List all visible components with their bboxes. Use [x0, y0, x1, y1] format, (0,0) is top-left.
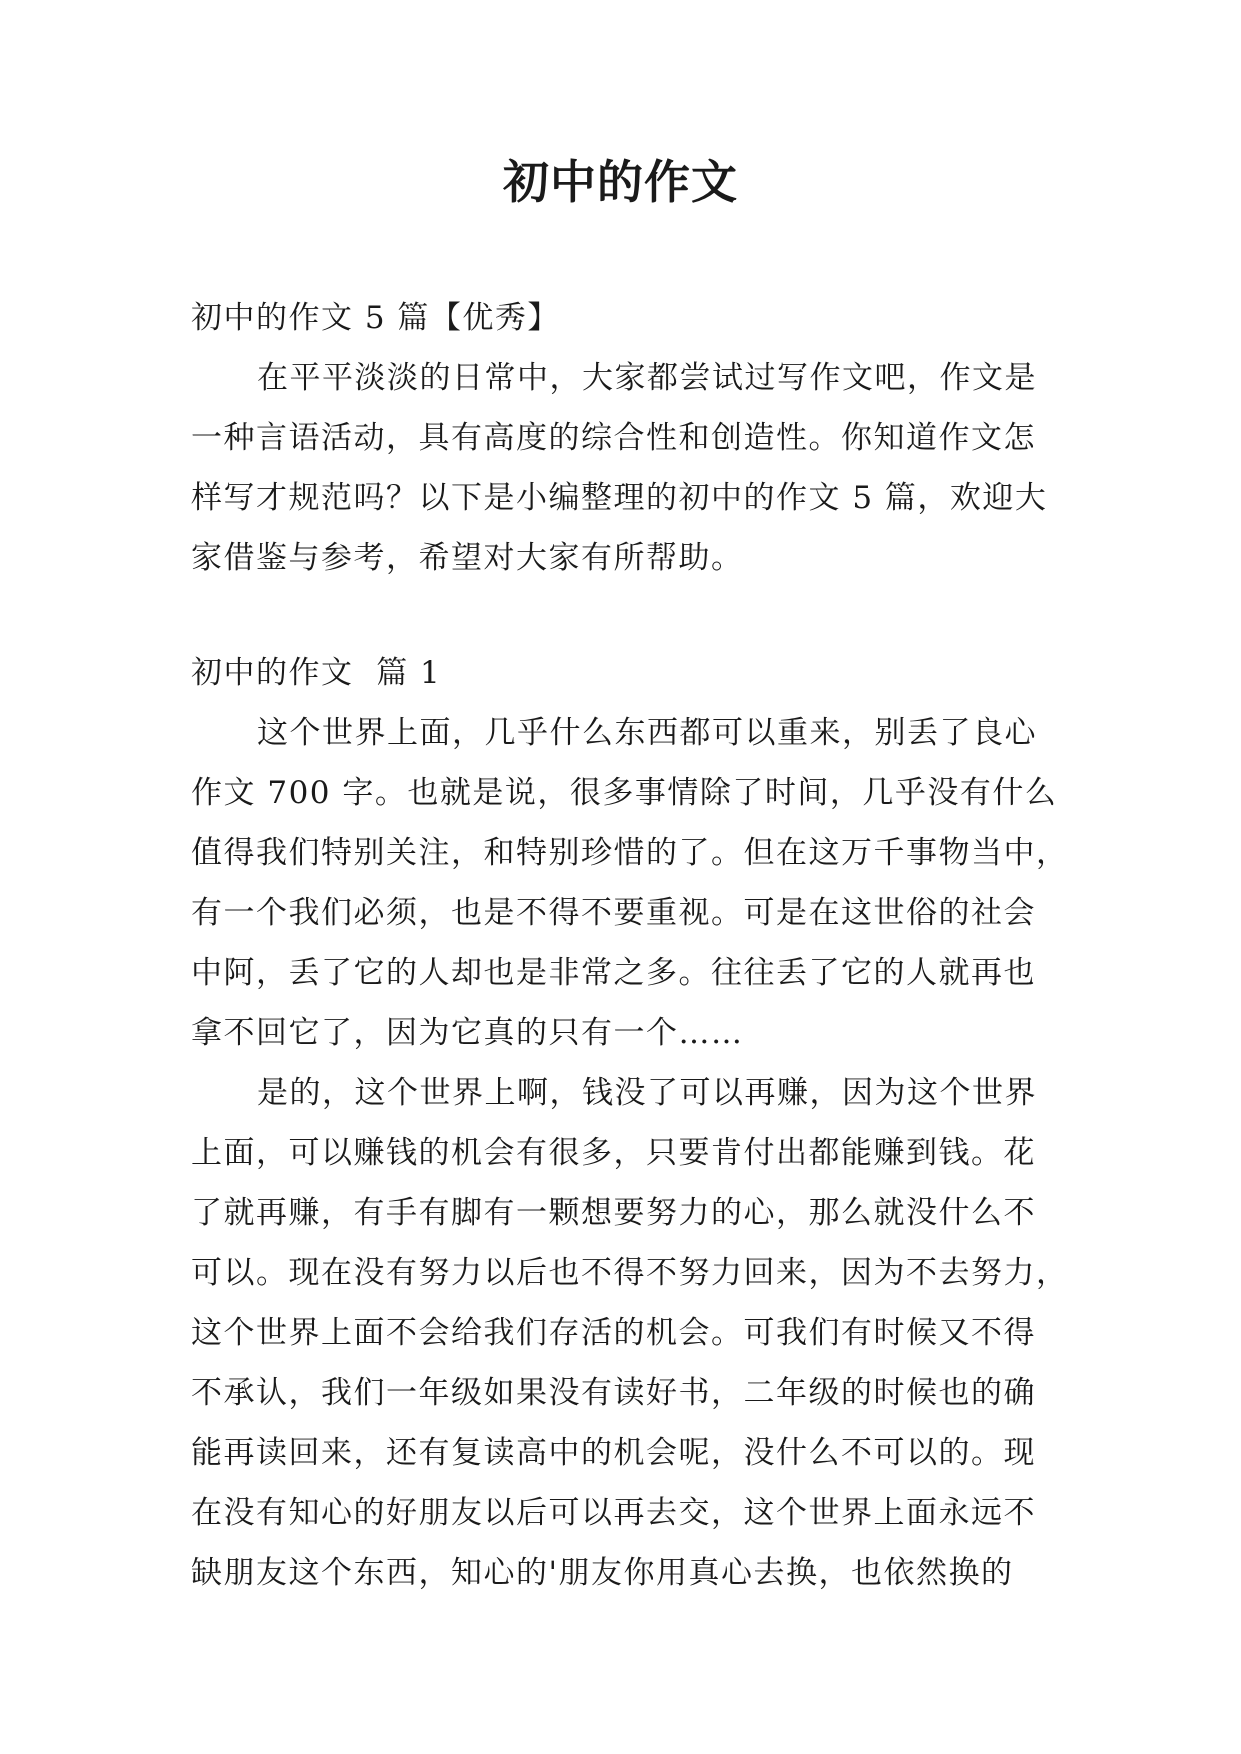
subtitle: 初中的作文 5 篇【优秀】	[191, 300, 560, 336]
text-line: 不承认，我们一年级如果没有读好书，二年级的时候也的确	[191, 1375, 1036, 1411]
text-line: 了就再赚，有手有脚有一颗想要努力的心，那么就没什么不	[191, 1195, 1036, 1231]
text-line: 这个世界上面，几乎什么东西都可以重来，别丢了良心	[257, 715, 1037, 751]
text-line: 拿不回它了，因为它真的只有一个……	[191, 1015, 744, 1051]
text-line: 可以。现在没有努力以后也不得不努力回来，因为不去努力，	[191, 1255, 1069, 1291]
text-line: 能再读回来，还有复读高中的机会呢，没什么不可以的。现	[191, 1435, 1036, 1471]
text-line: 作文 700 字。也就是说，很多事情除了时间，几乎没有什么	[191, 775, 1058, 811]
text-line: 值得我们特别关注，和特别珍惜的了。但在这万千事物当中，	[191, 835, 1069, 871]
text-line: 有一个我们必须，也是不得不要重视。可是在这世俗的社会	[191, 895, 1036, 931]
spacer	[191, 588, 1057, 643]
text-line: 中阿，丢了它的人却也是非常之多。往往丢了它的人就再也	[191, 955, 1036, 991]
paragraph-2	[191, 1063, 1069, 1603]
text-line: 家借鉴与参考，希望对大家有所帮助。	[191, 540, 744, 576]
section-heading: 初中的作文 篇 1	[191, 655, 442, 691]
text-line: 上面，可以赚钱的机会有很多，只要肯付出都能赚到钱。花	[191, 1135, 1036, 1171]
text-line: 缺朋友这个东西，知心的'朋友你用真心去换，也依然换的	[191, 1555, 1014, 1591]
page-title: 初中的作文	[503, 155, 738, 209]
document-body	[191, 288, 1069, 1603]
text-line: 这个世界上面不会给我们存活的机会。可我们有时候又不得	[191, 1315, 1036, 1351]
text-line: 是的，这个世界上啊，钱没了可以再赚，因为这个世界	[257, 1075, 1037, 1111]
text-line: 在没有知心的好朋友以后可以再去交，这个世界上面永远不	[191, 1495, 1036, 1531]
paragraph-1	[191, 703, 1069, 1063]
intro-paragraph	[191, 348, 1057, 588]
text-line: 在平平淡淡的日常中，大家都尝试过写作文吧，作文是	[257, 360, 1037, 396]
text-line: 样写才规范吗？以下是小编整理的初中的作文 5 篇，欢迎大	[191, 480, 1048, 516]
text-line: 一种言语活动，具有高度的综合性和创造性。你知道作文怎	[191, 420, 1036, 456]
